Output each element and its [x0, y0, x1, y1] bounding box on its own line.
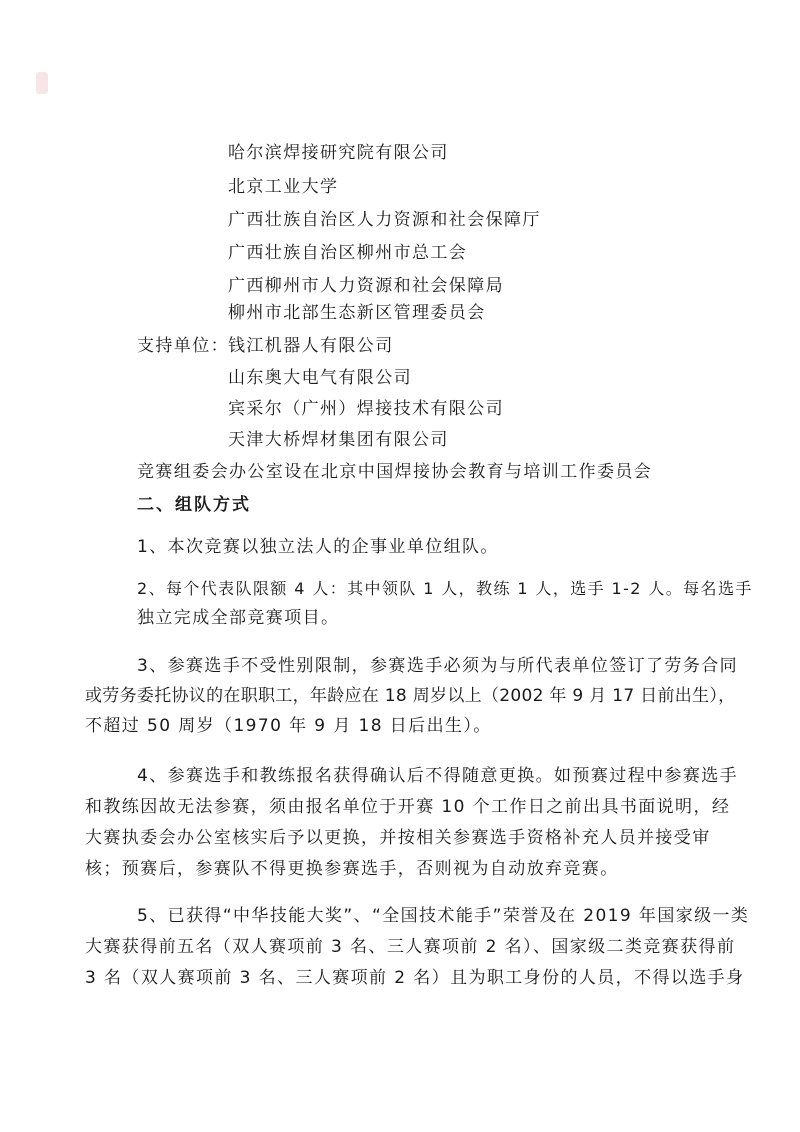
support-label: 支持单位：	[137, 336, 229, 356]
paragraph-3-line: 或劳务委托协议的在职职工，年龄应在 18 周岁以上（2002 年 9 月 17 日前出生），	[85, 686, 736, 706]
paragraph-2-line: 独立完成全部竞赛项目。	[137, 608, 340, 628]
organizer-line: 北京工业大学	[228, 177, 339, 197]
stamp-mark	[36, 72, 48, 94]
paragraph-5-line: 大赛获得前五名（双人赛项前 3 名、三人赛项前 2 名）、国家级二类竞赛获得前	[85, 937, 736, 957]
paragraph-3-line: 3、参赛选手不受性别限制，参赛选手必须为与所代表单位签订了劳务合同	[137, 656, 739, 676]
organizer-line: 哈尔滨焊接研究院有限公司	[228, 143, 449, 163]
paragraph-4-line: 4、参赛选手和教练报名获得确认后不得随意更换。如预赛过程中参赛选手	[137, 766, 739, 786]
paragraph-4-line: 和教练因故无法参赛，须由报名单位于开赛 10 个工作日之前出具书面说明，经	[85, 797, 731, 817]
paragraph-5-line: 3 名（双人赛项前 3 名、三人赛项前 2 名）且为职工身份的人员，不得以选手身	[85, 968, 745, 988]
paragraph-4-line: 核；预赛后，参赛队不得更换参赛选手，否则视为自动放弃竞赛。	[85, 859, 619, 879]
office-line: 竞赛组委会办公室设在北京中国焊接协会教育与培训工作委员会	[137, 462, 653, 482]
paragraph-5-line: 5、已获得“中华技能大奖”、“全国技术能手”荣誉及在 2019 年国家级一类	[137, 906, 750, 926]
organizer-line: 柳州市北部生态新区管理委员会	[228, 303, 486, 323]
support-unit: 天津大桥焊材集团有限公司	[228, 430, 449, 450]
section-heading: 二、组队方式	[137, 495, 251, 515]
organizer-line: 广西壮族自治区柳州市总工会	[228, 243, 468, 263]
paragraph-3-line: 不超过 50 周岁（1970 年 9 月 18 日后出生）。	[85, 716, 492, 736]
paragraph-4-line: 大赛执委会办公室核实后予以更换，并按相关参赛选手资格补充人员并接受审	[85, 828, 711, 848]
support-unit: 钱江机器人有限公司	[228, 336, 394, 356]
organizer-line: 广西柳州市人力资源和社会保障局	[228, 276, 504, 296]
paragraph-1: 1、本次竞赛以独立法人的企事业单位组队。	[137, 537, 499, 557]
support-unit: 山东奥大电气有限公司	[228, 368, 412, 388]
paragraph-2-line: 2、每个代表队限额 4 人：其中领队 1 人，教练 1 人，选手 1-2 人。每名选手	[137, 579, 753, 598]
organizer-line: 广西壮族自治区人力资源和社会保障厅	[228, 210, 541, 230]
support-unit: 宾采尔（广州）焊接技术有限公司	[228, 399, 504, 419]
